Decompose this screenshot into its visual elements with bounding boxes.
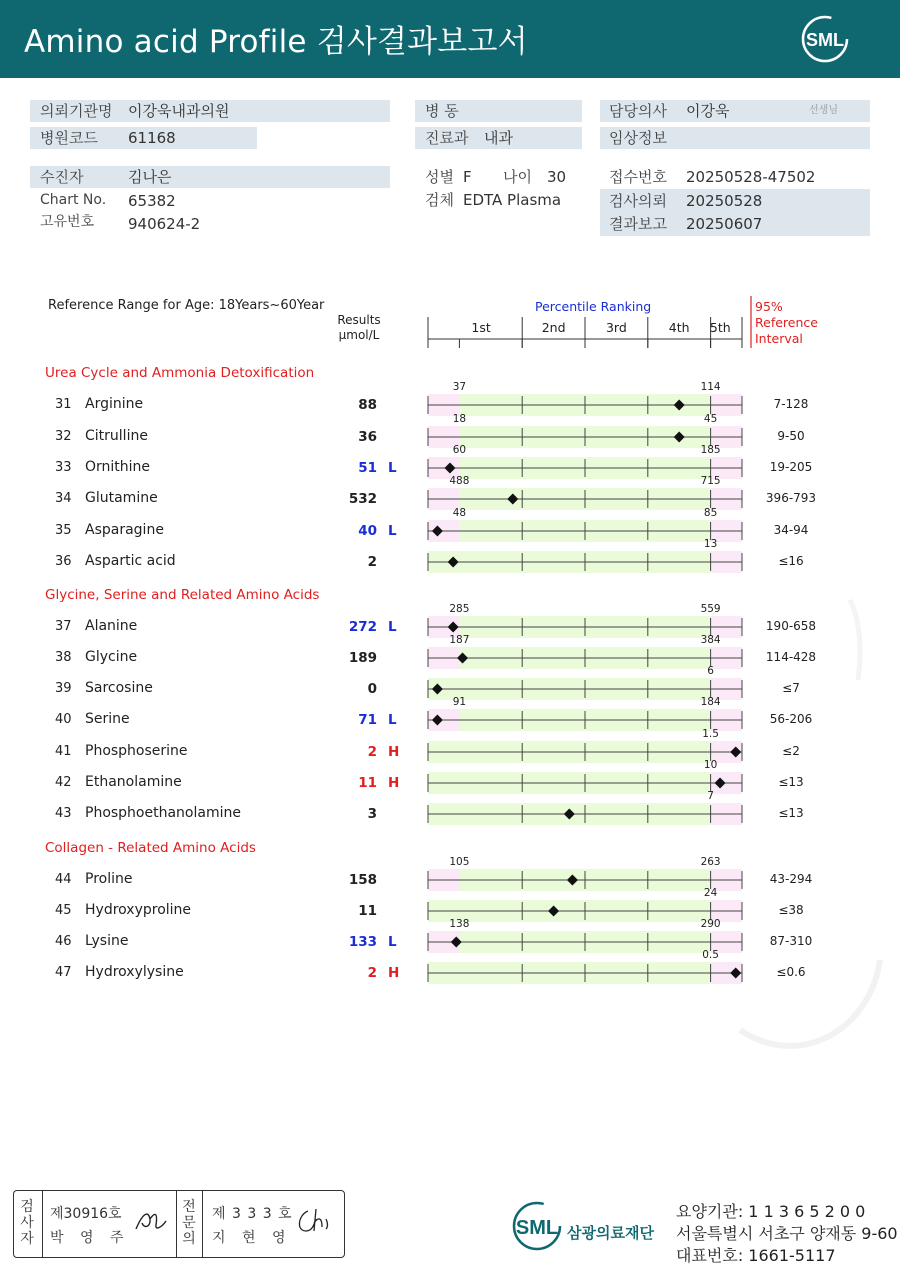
quintile-label: 1st [471,320,491,335]
analyte-name: Citrulline [85,428,148,444]
low-cutoff-label: 488 [449,475,470,487]
low-cutoff-label: 48 [452,507,467,519]
result-value: 51 [358,460,377,476]
high-cutoff-label: 290 [700,918,721,930]
analyte-name: Alanine [85,618,138,634]
row-number: 46 [55,934,72,949]
high-cutoff-label: 263 [700,856,721,868]
signature-box [13,1190,345,1258]
high-cutoff-label: 384 [700,634,721,646]
high-cutoff-label: 13 [703,538,718,550]
high-cutoff-label: 185 [700,444,721,456]
row-number: 38 [55,650,72,665]
inspector-license: 제30916호 [50,1206,122,1222]
quintile-label: 3rd [605,320,627,335]
result-flag: H [388,965,400,981]
doctor-label: 담당의사 [609,102,667,120]
result-value: 272 [348,619,377,635]
analyte-name: Ethanolamine [85,774,182,790]
specialist-name: 지 현 영 [212,1230,292,1246]
high-cutoff-label: 85 [703,507,718,519]
org-phone: 대표번호: 1661-5117 [676,1246,836,1265]
ref-header-line-1: 95% [755,299,783,314]
reference-interval: 190-658 [765,619,817,633]
row-number: 36 [55,554,72,569]
high-cutoff-label: 24 [703,887,718,899]
reference-interval: 34-94 [773,523,809,537]
row-number: 44 [55,872,72,887]
org-code: 요양기관: 1 1 3 6 5 2 0 0 [676,1202,866,1221]
unique-label: 고유번호 [40,214,95,230]
specimen-label: 검체 [425,191,454,209]
row-number: 31 [55,397,72,412]
result-value: 11 [358,903,377,919]
reference-interval: 43-294 [769,872,813,886]
result-value: 2 [367,554,377,570]
patient-value: 김나은 [128,168,172,186]
quintile-label: 5th [709,320,731,335]
signature-divider-1 [42,1191,43,1257]
row-number: 32 [55,429,72,444]
low-cutoff-label: 187 [449,634,470,646]
hospital-code-value: 61168 [128,129,176,147]
analyte-name: Sarcosine [85,680,153,696]
reference-interval: 19-205 [769,460,813,474]
reference-interval: ≤38 [778,903,804,917]
reference-interval: 7-128 [773,397,809,411]
specialist-license: 제 3 3 3 호 [212,1206,293,1222]
age-value: 30 [547,168,567,186]
chart-value: 65382 [128,192,176,210]
high-cutoff-label: 184 [700,696,721,708]
result-value: 133 [348,934,377,950]
analyte-name: Asparagine [85,522,164,538]
result-flag: L [388,712,397,728]
result-value: 71 [358,712,377,728]
sex-value: F [463,168,472,186]
doctor-suffix: 선생님 [809,105,838,116]
receipt-value: 20250528-47502 [686,168,816,186]
analyte-name: Hydroxyproline [85,902,192,918]
result-value: 532 [348,491,377,507]
specialist-label: 전문의 [182,1199,196,1247]
result-value: 40 [358,523,377,539]
department-label: 진료과 [425,129,469,147]
ward-label: 병 동 [425,102,459,120]
reference-interval: ≤2 [782,744,800,758]
high-cutoff-label: 45 [703,413,718,425]
result-value: 36 [358,429,377,445]
high-cutoff-label: 114 [700,381,721,393]
result-flag: L [388,934,397,950]
institution-label: 의뢰기관명 [40,102,113,120]
report-value: 20250607 [686,215,763,233]
result-value: 11 [358,775,377,791]
low-cutoff-label: 285 [449,603,470,615]
age-label: 나이 [503,168,532,186]
chart-label: Chart No. [40,192,107,208]
reference-interval: ≤16 [778,554,804,568]
result-flag: H [388,744,400,760]
low-cutoff-label: 91 [452,696,467,708]
doctor-value: 이강욱 [686,102,730,120]
row-number: 42 [55,775,72,790]
sex-label: 성별 [425,168,454,186]
row-number: 33 [55,460,72,475]
quintile-label: 4th [668,320,690,335]
row-number: 41 [55,744,72,759]
analyte-name: Hydroxylysine [85,964,184,980]
request-label: 검사의뢰 [609,192,667,210]
svg-text:SML: SML [806,30,844,50]
reference-interval: 87-310 [769,934,813,948]
row-number: 43 [55,806,72,821]
analyte-name: Glycine [85,649,138,665]
high-cutoff-label: 7 [707,790,714,802]
org-address: 서울특별시 서초구 양재동 9-60 [676,1224,898,1243]
inspector-name: 박 영 주 [50,1230,130,1246]
result-value: 2 [367,965,377,981]
result-value: 0 [367,681,377,697]
reference-interval: ≤0.6 [776,965,806,979]
result-flag: L [388,523,397,539]
department-value: 내과 [484,129,513,147]
hospital-code-label: 병원코드 [40,129,98,147]
analyte-name: Proline [85,871,133,887]
org-logo-icon [510,1200,566,1252]
analyte-name: Serine [85,711,130,727]
analyte-name: Phosphoethanolamine [85,805,241,821]
row-number: 39 [55,681,72,696]
report-label: 결과보고 [609,215,667,233]
institution-value: 이강욱내과의원 [128,102,230,120]
row-number: 47 [55,965,72,980]
analyte-name: Ornithine [85,459,151,475]
patient-label: 수진자 [40,168,84,186]
high-cutoff-label: 10 [703,759,718,771]
svg-text:SML: SML [515,1217,559,1239]
high-cutoff-label: 715 [700,475,721,487]
signature-divider-3 [202,1191,203,1257]
low-cutoff-label: 138 [449,918,470,930]
analyte-name: Arginine [85,396,144,412]
low-cutoff-label: 60 [452,444,467,456]
signature-divider-2 [176,1191,177,1257]
result-value: 2 [367,744,377,760]
reference-interval: 396-793 [765,491,817,505]
report-title: Amino acid Profile 검사결과보고서 [24,24,528,60]
high-cutoff-label: 0.5 [702,949,719,961]
reference-interval: 114-428 [765,650,817,664]
ref-header-line-3: Interval [755,331,803,346]
ref-header-line-2: Reference [755,315,818,330]
high-cutoff-label: 559 [700,603,721,615]
row-number: 45 [55,903,72,918]
specialist-signature-icon [294,1205,338,1237]
reference-interval: 9-50 [777,429,805,443]
unit-label: µmol/L [338,328,380,342]
analyte-name: Aspartic acid [85,553,176,569]
quintile-label: 2nd [541,320,566,335]
inspector-label: 검사자 [20,1199,34,1247]
analyte-name: Lysine [85,933,129,949]
reference-interval: 56-206 [769,712,813,726]
unique-value: 940624-2 [128,215,201,233]
clinical-label: 임상정보 [609,129,667,147]
analyte-name: Phosphoserine [85,743,188,759]
high-cutoff-label: 6 [707,665,714,677]
result-value: 158 [348,872,377,888]
row-number: 35 [55,523,72,538]
reference-interval: ≤13 [778,806,804,820]
low-cutoff-label: 18 [452,413,467,425]
section-title: Collagen - Related Amino Acids [45,840,256,856]
result-value: 88 [358,397,377,413]
percentile-header: Percentile Ranking [535,299,652,314]
low-cutoff-label: 37 [452,381,467,393]
result-value: 189 [348,650,377,666]
reference-range-title: Reference Range for Age: 18Years~60Year [48,298,325,313]
watermark-arc [850,600,860,680]
request-value: 20250528 [686,192,763,210]
high-cutoff-label: 1.5 [702,728,719,740]
inspector-signature-icon [132,1205,172,1235]
result-value: 3 [367,806,377,822]
reference-interval: ≤13 [778,775,804,789]
result-flag: H [388,775,400,791]
receipt-label: 접수번호 [609,168,667,186]
specimen-value: EDTA Plasma [463,191,562,209]
result-flag: L [388,460,397,476]
low-cutoff-label: 105 [449,856,470,868]
results-label: Results [337,313,381,327]
org-name: 삼광의료재단 [567,1224,654,1242]
section-title: Glycine, Serine and Related Amino Acids [45,587,320,603]
analyte-name: Glutamine [85,490,158,506]
reference-interval: ≤7 [782,681,800,695]
section-title: Urea Cycle and Ammonia Detoxification [45,365,315,381]
row-number: 40 [55,712,72,727]
row-number: 37 [55,619,72,634]
result-flag: L [388,619,397,635]
row-number: 34 [55,491,72,506]
